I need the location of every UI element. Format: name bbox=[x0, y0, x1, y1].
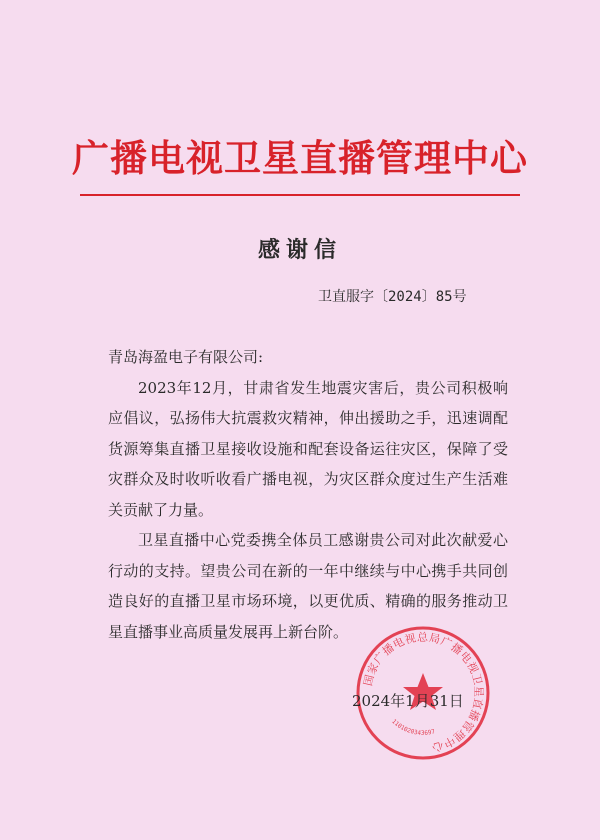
letter-body bbox=[108, 342, 508, 647]
paragraph-2: 卫星直播中心党委携全体员工感谢贵公司对此次献爱心行动的支持。望贵公司在新的一年中继续与中心携手共同创造良好的直播卫星市场环境，以更优质、精确的服务推动卫星直播事业高质量发展再上新台阶。 bbox=[108, 531, 508, 641]
letter-title: 感谢信 bbox=[257, 237, 342, 263]
organization-header: 广播电视卫星直播管理中心 bbox=[72, 136, 528, 180]
document-number: 卫直服字〔2024〕85号 bbox=[318, 289, 467, 305]
seal-arc-text: 国家广播电视总局广播电视卫星直播管理中心 bbox=[361, 630, 486, 755]
letter-date: 2024年1月31日 bbox=[352, 692, 464, 710]
seal-code: 1101020343697 bbox=[390, 718, 436, 737]
paragraph-1: 2023年12月，甘肃省发生地震灾害后，贵公司积极响应倡议，弘扬伟大抗震救灾精神，伸出援助之手，迅速调配货源筹集直播卫星接收设施和配套设备运往灾区，保障了受灾群众及时收听收看广播电视，为灾区群众度过生产生活难关贡献了力量。 bbox=[108, 378, 508, 519]
salutation: 青岛海盈电子有限公司: bbox=[108, 348, 264, 366]
header-divider bbox=[80, 194, 520, 196]
